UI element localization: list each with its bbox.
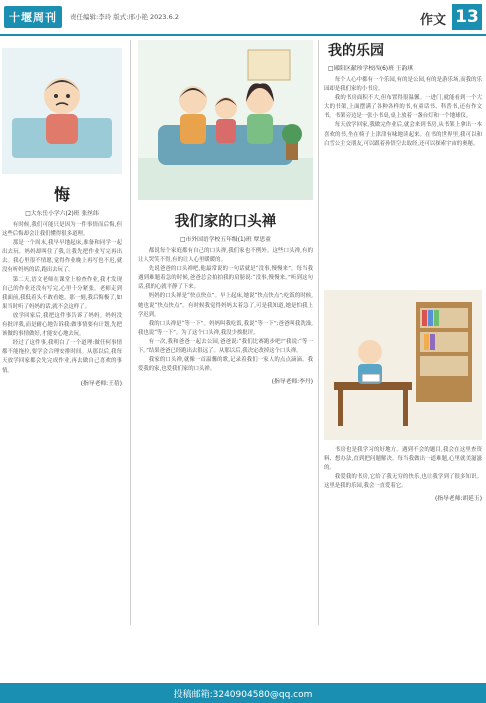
left-teacher: (指导老师:王蓓) [80, 380, 122, 387]
right-article [324, 40, 482, 149]
page-number: 13 [452, 4, 482, 30]
middle-teacher: (指导老师:李丹) [271, 379, 313, 386]
middle-paragraph: 我的口头禅是“等一下”。妈妈叫我吃饭,我说“等一下”;爸爸叫我洗澡,我也说“等一下”。为了这个口头禅,我没少挨批评。 [138, 320, 313, 336]
column-divider [318, 40, 319, 625]
column-divider [130, 40, 131, 625]
section-title: 作文 [419, 13, 446, 28]
middle-paragraph: 都说每个家庭都有自己的口头禅,我们家也不例外。这些口头禅,有的让人哭笑不得,有的让人心里暖暖的。 [138, 248, 313, 264]
right-paragraph: 我的书房面积不大,但布置得很温馨。一进门,就能看到一个大大的书架,上面摆满了各种各样的书,有童话书、科普书,还有作文书。书架旁边是一张小书桌,桌上放着一盏台灯和一个地球仪。 [324, 95, 482, 120]
middle-paragraph: 妈妈的口头禅是“快点快点”。早上起床,她说“快点快点”;吃饭的时候,她也说“快点快点”。有时候我觉得妈妈太着急了,可是我知道,她是怕我上学迟到。 [138, 293, 313, 318]
left-article [2, 48, 122, 387]
left-paragraph: 那是一个周末,我早早地起床,准备和同学一起出去玩。妈妈却叫住了我,让我先把作业写完再出去。我心里很不情愿,觉得作业晚上再写也不迟,就没有听妈妈的话,跑出去玩了。 [2, 240, 122, 274]
right-paragraph: 每个人心中都有一个乐园,有的是公园,有的是游乐场,而我的乐园却是我们家的小书房。 [324, 77, 482, 93]
left-article-title: 悔 [53, 185, 70, 204]
page-footer [0, 683, 486, 703]
right-paragraph: 每天放学回家,我做完作业后,就会来到书房,从书架上拿出一本喜欢的书,坐在椅子上津津有味地读起来。在书的世界里,我可以和白雪公主交朋友,可以跟着孙悟空去取经,还可以探索宇宙的奥秘。 [324, 122, 482, 147]
left-paragraph: 经过了这件事,我明白了一个道理:做任何事情都不能拖拉,要学会合理安排时间。从那以后,我每天放学回家都会先完成作业,再去做自己喜欢的事情。 [2, 340, 122, 374]
left-illustration [2, 48, 122, 174]
right-article-byline: □郧阳区献珍学校四(6)班 王韵琪 [328, 66, 414, 72]
right-paragraph: 我爱我的书房,它给了我无穷的快乐,也让我学到了很多知识。这里是我的乐园,我会一直爱着它。 [324, 474, 482, 490]
right-article-title: 我的乐园 [328, 43, 384, 59]
right-teacher: (指导老师:胡延玉) [434, 496, 482, 503]
middle-paragraph: 有一次,我和爸爸一起去公园,爸爸说:“我们比赛跑步吧!”我说:“等一下。”结果爸爸已经跑出去很远了。从那以后,我决定改掉这个口头禅。 [138, 338, 313, 355]
editor-credits: 责任编辑:李玲 版式:邢小艳 2023.6.2 [70, 13, 179, 21]
middle-article [138, 202, 313, 385]
left-article-byline: □大东岳小学六(2)班 张丝纬 [25, 211, 99, 217]
left-paragraph: 第二天,语文老师在课堂上检查作业,我才发现自己的作业还没有写完,心里十分紧张。老师走到我面前,我低着头不敢看她。那一刻,我后悔极了,如果当时听了妈妈的话,就不会这样了。 [2, 276, 122, 310]
left-paragraph: 有时候,我们可能只是因为一件事情而后悔,但这些后悔却会让我们懂得很多道理。 [2, 222, 122, 238]
right-paragraph: 书房也是我学习的好地方。遇到不会的题目,我会在这里查资料、想办法,直到把问题解决。每当我做出一道难题,心里就美滋滋的。 [324, 447, 482, 472]
page-header [0, 0, 486, 36]
family-illustration [138, 40, 313, 200]
middle-article-title: 我们家的口头禅 [174, 214, 277, 230]
right-article-continued [324, 446, 482, 502]
masthead-logo: 十堰周刊 [4, 6, 62, 28]
middle-paragraph: 我家的口头禅,就像一首温馨的歌,记录着我们一家人的点点滴滴。我爱我的家,也爱我们家的口头禅。 [138, 357, 313, 373]
reading-room-illustration [324, 290, 482, 440]
middle-paragraph: 先说爸爸的口头禅吧,他最常说的一句话就是“没事,慢慢来”。每当我遇到难题着急的时候,爸爸总会拍拍我的肩膀说:“没事,慢慢来。”听到这句话,我的心就平静了下来。 [138, 266, 313, 291]
left-paragraph: 放学回家后,我把这件事告诉了妈妈。妈妈没有批评我,而是耐心地告诉我:做事情要有计划,先把该做的事情做好,才能安心地去玩。 [2, 312, 122, 338]
submission-email: 投稿邮箱:3240904580@qq.com [173, 689, 313, 700]
middle-article-byline: □市外国语学校五年级(1)班 覃思童 [180, 237, 271, 243]
